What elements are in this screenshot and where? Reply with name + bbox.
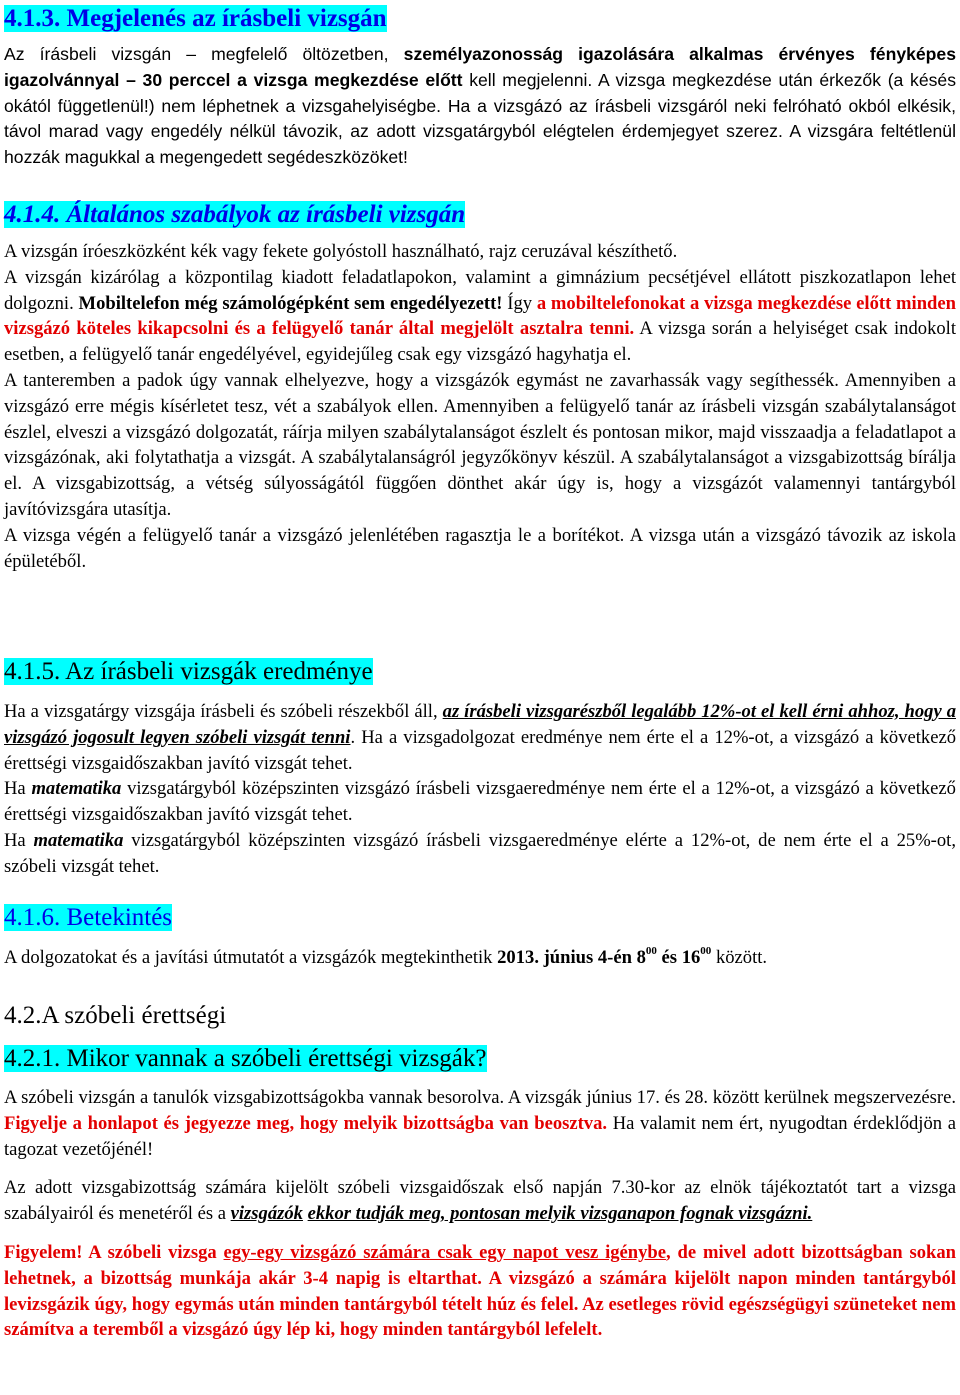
- paragraph: Az adott vizsgabizottság számára kijelölt szóbeli vizsgaidőszak első napján 7.30-kor az elnök tájékoztatót tart a vizsga szabályairól és menetéről és a vizsgázók ekkor tudják meg, pontosan melyik vizsganapon fognak vizsgázni.: [4, 1177, 956, 1225]
- section-heading: 4.1.4. Általános szabályok az írásbeli vizsgán: [4, 201, 466, 228]
- paragraph: Az írásbeli vizsgán – megfelelő öltözetben, személyazonosság igazolására alkalmas érvényes fényképes igazolvánnyal – 30 perccel a vizsga megkezdése előtt kell megjelenni. A vizsga megkezdése után érkezők (a késés okától függetlenül!) nem léphetnek a vizsgahelyiségbe. Ha a vizsgázó az írásbeli vizsgáról neki felróható okból elkésik, távol marad vagy engedély nélkül távozik, az adott vizsgatárgyból elégtelen érdemjegyet szerez. A vizsgára feltétlenül hozzák magukkal a megengedett segédeszközöket!: [4, 44, 956, 168]
- paragraph: A vizsga végén a felügyelő tanár a vizsgázó jelenlétében ragasztja le a borítékot. A vizsga után a vizsgázó távozik az iskola épületéből.: [4, 524, 956, 572]
- section-heading: 4.2.A szóbeli érettségi: [4, 1002, 227, 1029]
- paragraph: Ha matematika vizsgatárgyból középszinten vizsgázó írásbeli vizsgaeredménye nem érte el a 12%-ot, a vizsgázó a következő érettségi vizsgaidőszakban javító vizsgát tehet.: [4, 778, 956, 826]
- section-4-1-3: [4, 4, 956, 171]
- section-4-1-6: [4, 903, 956, 971]
- section-heading: 4.1.3. Megjelenés az írásbeli vizsgán: [4, 5, 387, 32]
- paragraph: Ha a vizsgatárgy vizsgája írásbeli és szóbeli részekből áll, az írásbeli vizsgarészből legalább 12%-ot el kell érni ahhoz, hogy a vizsgázó jogosult legyen szóbeli vizsgát tenni. Ha a vizsgadolgozat eredménye nem érte el a 12%-ot, a vizsgázó a következő érettségi vizsgaidőszakban javító vizsgát tehet.: [4, 701, 956, 774]
- paragraph: A dolgozatokat és a javítási útmutatót a vizsgázók megtekinthetik 2013. június 4-én $8^{00}$ és $16^{00}$ között.: [4, 944, 768, 968]
- section-4-1-4: [4, 200, 956, 574]
- section-4-2: [4, 1001, 956, 1031]
- paragraph: Ha matematika vizsgatárgyból középszinten vizsgázó írásbeli vizsgaeredménye elérte a 12%-ot, de nem érte el a 25%-ot, szóbeli vizsgát tehet.: [4, 829, 956, 877]
- section-4-1-5: [4, 657, 956, 880]
- section-4-2-1: [4, 1044, 956, 1343]
- paragraph: A vizsgán kizárólag a központilag kiadott feladatlapokon, valamint a gimnázium pecsétjével ellátott piszkozatlapon lehet dolgozni. Mobiltelefon még számológépként sem engedélyezett! Így a mobiltelefonokat a vizsga megkezdése előtt minden vizsgázó köteles kikapcsolni és a felügyelő tanár által megjelölt asztalra tenni. A vizsga során a helyiséget csak indokolt esetben, a felügyelő tanár engedélyével, egyidejűleg csak egy vizsgázó hagyhatja el.: [4, 266, 956, 366]
- section-heading: 4.1.5. Az írásbeli vizsgák eredménye: [4, 658, 373, 685]
- paragraph: A tanteremben a padok úgy vannak elhelyezve, hogy a vizsgázók egymást ne zavarhassák vagy segíthessék. Amennyiben a vizsgázó erre mégis kísérletet tesz, vét a szabályok ellen. Amennyiben a felügyelő tanár az írásbeli vizsgán szabálytalanságot észlel, elveszi a vizsgázó dolgozatát, ráírja milyen szabálytalanságot észlelt és pontosan mikor, majd visszaadja a feladatlapot a vizsgázónak, aki folytathatja a vizsgát. A szabálytalanságról jegyzőkönyv készül. A szabálytalanságot a vizsgabizottság bírálja el. A vizsgabizottság, a vétség súlyosságától függően dönthet akár úgy is, hogy a vizsgázót valamennyi tantárgyból javítóvizsgára utasítja.: [4, 369, 956, 520]
- paragraph: Figyelem! A szóbeli vizsga egy-egy vizsgázó számára csak egy napot vesz igénybe, de mivel adott bizottságban sokan lehetnek, a bizottság munkája akár 3-4 napig is eltarthat. A vizsgázó a számára kijelölt napon minden tantárgyból levizsgázik úgy, hogy egymás után minden tantárgyból tételt húz és felel. Az esetleges rövid egészségügyi szüneteket nem számítva a teremből a vizsgázó úgy lép ki, hogy minden tantárgyból lefelelt.: [4, 1241, 956, 1341]
- paragraph: A vizsgán íróeszközként kék vagy fekete golyóstoll használható, rajz ceruzával készíthető.: [4, 241, 678, 262]
- section-heading: 4.1.6. Betekintés: [4, 904, 173, 931]
- paragraph: A szóbeli vizsgán a tanulók vizsgabizottságokba vannak besorolva. A vizsgák június 17. és 28. között kerülnek megszervezésre. Figyelje a honlapot és jegyezze meg, hogy melyik bizottságba van beosztva. Ha valamit nem ért, nyugodtan érdeklődjön a tagozat vezetőjénél!: [4, 1087, 956, 1160]
- section-heading: 4.2.1. Mikor vannak a szóbeli érettségi vizsgák?: [4, 1045, 487, 1072]
